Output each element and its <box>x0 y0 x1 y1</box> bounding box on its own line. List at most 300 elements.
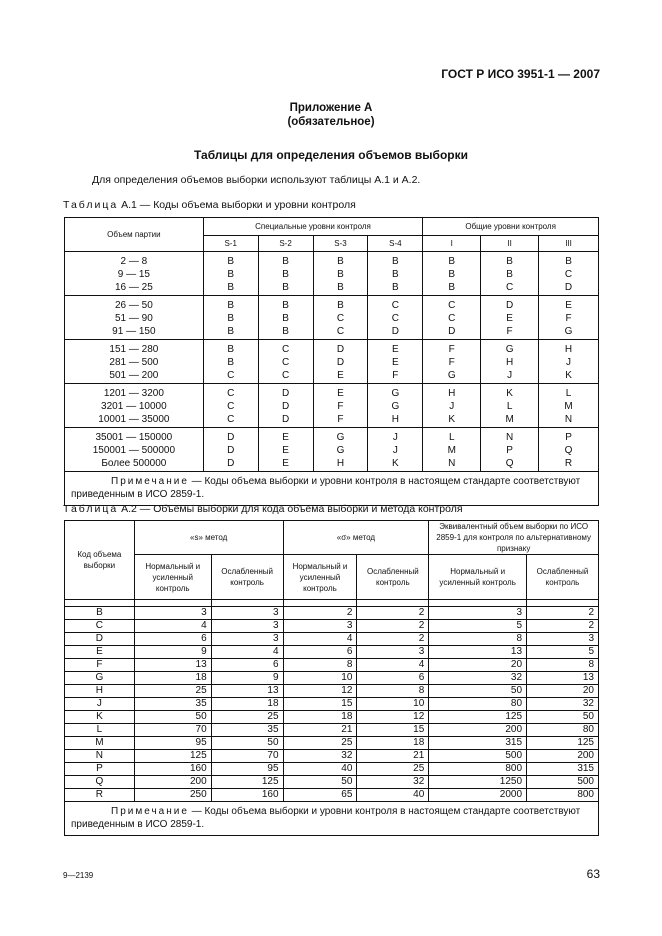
sample-size-code: D <box>227 458 235 469</box>
table1-code-cell <box>368 340 423 384</box>
sample-size-code: N <box>448 458 456 469</box>
table1-lot-size-cell <box>65 296 204 340</box>
sample-size-code: L <box>448 432 455 443</box>
table2-value-cell: 125 <box>134 750 211 763</box>
table1-code-cell <box>203 296 258 340</box>
sample-size-code: J <box>449 401 455 412</box>
table2-value-cell: 4 <box>211 646 283 659</box>
table2-row <box>65 659 599 672</box>
sample-size-code: H <box>505 357 514 368</box>
table2-value-cell: 32 <box>527 698 599 711</box>
sample-size-code: N <box>564 414 573 425</box>
table2-row <box>65 724 599 737</box>
sample-size-code: C <box>391 313 399 324</box>
table2-subheader-s-normal: Нормальный и усиленный контроль <box>134 555 211 600</box>
table1-code-cell <box>313 296 368 340</box>
table2-value-cell: 3 <box>211 633 283 646</box>
table2-row <box>65 620 599 633</box>
sample-size-code: G <box>336 432 345 443</box>
table2-row <box>65 633 599 646</box>
table2-value-cell: 160 <box>211 789 283 802</box>
table2-value-cell: 8 <box>357 685 429 698</box>
table1-code-cell <box>368 252 423 296</box>
table1-row-group <box>65 296 599 340</box>
table2-value-cell: 25 <box>211 711 283 724</box>
table2-value-cell: 9 <box>211 672 283 685</box>
table2-value-cell: 13 <box>429 646 527 659</box>
table1-code-cell <box>368 428 423 472</box>
table1-code-cell <box>258 252 313 296</box>
sample-size-code: L <box>506 401 513 412</box>
sample-size-code: C <box>227 388 235 399</box>
sample-size-code: C <box>564 269 573 280</box>
table2-value-cell: 12 <box>357 711 429 724</box>
table1-code-cell <box>481 384 539 428</box>
table1-lot-size-cell <box>65 340 204 384</box>
table2-value-cell: 2000 <box>429 789 527 802</box>
sample-size-code: F <box>448 357 455 368</box>
sample-size-code: E <box>565 300 572 311</box>
table2-header-attribute-equivalent: Эквивалентный объем выборки по ИСО 2859-1 для контроля по альтернативному признаку <box>429 521 599 555</box>
table2-value-cell: 10 <box>283 672 357 685</box>
sample-size-code: C <box>227 370 235 381</box>
sample-size-code: B <box>448 256 456 267</box>
table1-code-cell <box>368 384 423 428</box>
table2-value-cell: 70 <box>211 750 283 763</box>
table2-value-cell: 50 <box>211 737 283 750</box>
table2-value-cell: 2 <box>527 607 599 620</box>
table2-value-cell: 35 <box>134 698 211 711</box>
table1-header-general-levels: Общие уровни контроля <box>423 218 599 236</box>
table2-value-cell: 6 <box>211 659 283 672</box>
table2-code-cell: L <box>65 724 135 737</box>
table1-code-cell <box>423 296 481 340</box>
table1-level-header: S-2 <box>258 236 313 252</box>
table2-value-cell: 12 <box>283 685 357 698</box>
table1-row-group <box>65 428 599 472</box>
table1-code-cell <box>313 384 368 428</box>
lot-size-value: 150001 — 500000 <box>92 445 176 456</box>
table1-code-cell <box>539 252 599 296</box>
table2-value-cell: 2 <box>527 620 599 633</box>
sample-size-code: D <box>227 445 235 456</box>
table2-value-cell: 5 <box>429 620 527 633</box>
table2-subheader-attr-reduced: Ослабленный контроль <box>527 555 599 600</box>
sample-size-code: G <box>336 445 345 456</box>
table2-subheader-sigma-reduced: Ослабленный контроль <box>357 555 429 600</box>
table1-lot-size-cell <box>65 384 204 428</box>
table2-value-cell: 3 <box>429 607 527 620</box>
table2-value-cell: 6 <box>134 633 211 646</box>
sample-size-code: B <box>337 256 344 267</box>
table2-value-cell: 13 <box>527 672 599 685</box>
lot-size-value: Более 500000 <box>101 458 167 469</box>
table1-row-group <box>65 384 599 428</box>
table2-value-cell: 3 <box>134 607 211 620</box>
table1-code-cell <box>258 428 313 472</box>
table1-level-header: II <box>481 236 539 252</box>
table2-value-cell: 40 <box>283 763 357 776</box>
sample-size-code: C <box>227 401 235 412</box>
table2-value-cell: 18 <box>357 737 429 750</box>
sample-size-code: F <box>337 401 344 412</box>
table1-note-word: Примечание <box>111 476 189 487</box>
table1-code-cell <box>203 252 258 296</box>
table2-subheader-sigma-normal: Нормальный и усиленный контроль <box>283 555 357 600</box>
table1-level-header: I <box>423 236 481 252</box>
sample-size-code: B <box>227 313 235 324</box>
table2-value-cell: 3 <box>283 620 357 633</box>
table1-code-cell <box>423 428 481 472</box>
table2-value-cell: 15 <box>357 724 429 737</box>
print-code: 9—2139 <box>63 871 94 880</box>
sample-size-code: D <box>564 282 573 293</box>
table2-header-code: Код объема выборки <box>65 521 135 600</box>
table2-row <box>65 685 599 698</box>
table1-sample-size-codes <box>64 217 599 506</box>
table2-code-cell: B <box>65 607 135 620</box>
sample-size-code: G <box>391 401 400 412</box>
table1-row-group <box>65 340 599 384</box>
table2-value-cell: 2 <box>357 607 429 620</box>
table1-level-header: S-4 <box>368 236 423 252</box>
table2-value-cell: 25 <box>283 737 357 750</box>
intro-paragraph: Для определения объемов выборки используют таблицы А.1 и А.2. <box>92 174 421 186</box>
table1-code-cell <box>423 252 481 296</box>
table2-value-cell: 25 <box>134 685 211 698</box>
table2-code-cell: D <box>65 633 135 646</box>
sample-size-code: G <box>447 370 456 381</box>
table2-value-cell: 80 <box>429 698 527 711</box>
table2-code-cell: G <box>65 672 135 685</box>
sample-size-code: F <box>392 370 399 381</box>
sample-size-code: L <box>565 388 572 399</box>
table2-value-cell: 125 <box>211 776 283 789</box>
table1-level-header: S-3 <box>313 236 368 252</box>
page-number: 63 <box>586 867 600 881</box>
lot-size-value: 9 — 15 <box>117 269 150 280</box>
table1-code-cell <box>258 340 313 384</box>
sample-size-code: B <box>282 326 289 337</box>
table2-value-cell: 50 <box>134 711 211 724</box>
table2-caption-text: А.2 — Объемы выборки для кода объема выборки и метода контроля <box>121 503 463 515</box>
table2-value-cell: 800 <box>527 789 599 802</box>
appendix-heading: Таблицы для определения объемов выборки <box>193 148 468 162</box>
table2-value-cell: 2 <box>357 633 429 646</box>
table1-code-cell <box>313 340 368 384</box>
sample-size-code: P <box>506 445 513 456</box>
sample-size-code: B <box>227 269 235 280</box>
lot-size-value: 2 — 8 <box>120 256 148 267</box>
table2-value-cell: 20 <box>429 659 527 672</box>
table2-value-cell: 6 <box>357 672 429 685</box>
sample-size-code: D <box>505 300 514 311</box>
sample-size-code: C <box>448 300 456 311</box>
lot-size-value: 1201 — 3200 <box>103 388 164 399</box>
table2-code-cell: F <box>65 659 135 672</box>
table2-value-cell: 40 <box>357 789 429 802</box>
table1-code-cell <box>203 384 258 428</box>
sample-size-code: G <box>391 388 400 399</box>
sample-size-code: P <box>565 432 572 443</box>
sample-size-code: F <box>506 326 513 337</box>
sample-size-code: B <box>282 269 289 280</box>
lot-size-value: 91 — 150 <box>112 326 156 337</box>
table2-value-cell: 2 <box>357 620 429 633</box>
sample-size-code: B <box>565 256 572 267</box>
table2-value-cell: 95 <box>211 763 283 776</box>
table2-code-cell: C <box>65 620 135 633</box>
sample-size-code: B <box>227 326 235 337</box>
table1-lot-size-cell <box>65 252 204 296</box>
sample-size-code: D <box>336 344 345 355</box>
table2-value-cell: 15 <box>283 698 357 711</box>
sample-size-code: J <box>392 432 398 443</box>
table2-row <box>65 646 599 659</box>
table2-value-cell: 315 <box>527 763 599 776</box>
sample-size-code: B <box>227 256 235 267</box>
lot-size-value: 151 — 280 <box>109 344 159 355</box>
table2-value-cell: 800 <box>429 763 527 776</box>
table2-code-cell: Q <box>65 776 135 789</box>
sample-size-code: B <box>448 282 456 293</box>
table1-header-lot-size: Объем партии <box>65 218 204 252</box>
table2-code-cell: K <box>65 711 135 724</box>
sample-size-code: C <box>281 344 290 355</box>
table1-code-cell <box>368 296 423 340</box>
sample-size-code: C <box>336 326 345 337</box>
sample-size-code: C <box>227 414 235 425</box>
table1-code-cell <box>539 384 599 428</box>
table1-code-cell <box>258 296 313 340</box>
sample-size-code: B <box>282 300 289 311</box>
table2-value-cell: 200 <box>527 750 599 763</box>
table2-row <box>65 672 599 685</box>
sample-size-code: G <box>564 326 573 337</box>
sample-size-code: Q <box>505 458 514 469</box>
table2-value-cell: 4 <box>357 659 429 672</box>
table2-note <box>65 802 599 836</box>
table2-code-cell: M <box>65 737 135 750</box>
table2-code-cell: E <box>65 646 135 659</box>
table2-row <box>65 607 599 620</box>
table2-row <box>65 698 599 711</box>
table2-caption-word: Таблица <box>63 503 119 515</box>
sample-size-code: H <box>564 344 573 355</box>
table2-value-cell: 32 <box>283 750 357 763</box>
table2-code-cell: R <box>65 789 135 802</box>
table1-code-cell <box>203 428 258 472</box>
table2-header-sigma-method: «σ» метод <box>283 521 429 555</box>
table2-value-cell: 3 <box>211 620 283 633</box>
sample-size-code: N <box>505 432 514 443</box>
lot-size-value: 16 — 25 <box>114 282 153 293</box>
table2-header-s-method: «s» метод <box>134 521 283 555</box>
sample-size-code: E <box>392 344 399 355</box>
lot-size-value: 35001 — 150000 <box>95 432 173 443</box>
table2-value-cell: 500 <box>527 776 599 789</box>
sample-size-code: K <box>506 388 513 399</box>
sample-size-code: E <box>282 458 289 469</box>
table2-note-word: Примечание <box>111 806 189 817</box>
sample-size-code: C <box>281 357 290 368</box>
sample-size-code: B <box>227 357 235 368</box>
sample-size-code: D <box>281 414 290 425</box>
table1-header-special-levels: Специальные уровни контроля <box>203 218 423 236</box>
table2-value-cell: 50 <box>527 711 599 724</box>
table2-value-cell: 18 <box>134 672 211 685</box>
sample-size-code: E <box>282 445 289 456</box>
sample-size-code: E <box>392 357 399 368</box>
table2-value-cell: 8 <box>429 633 527 646</box>
sample-size-code: C <box>336 313 345 324</box>
sample-size-code: H <box>336 458 345 469</box>
table2-value-cell: 25 <box>357 763 429 776</box>
table1-code-cell <box>423 340 481 384</box>
sample-size-code: B <box>282 313 289 324</box>
sample-size-code: B <box>448 269 456 280</box>
document-code: ГОСТ Р ИСО 3951-1 — 2007 <box>441 67 600 81</box>
table1-code-cell <box>539 428 599 472</box>
table2-value-cell: 18 <box>211 698 283 711</box>
sample-size-code: E <box>337 370 344 381</box>
sample-size-code: K <box>565 370 572 381</box>
table2-value-cell: 13 <box>134 659 211 672</box>
sample-size-code: R <box>564 458 573 469</box>
sample-size-code: B <box>227 282 235 293</box>
sample-size-code: B <box>392 256 399 267</box>
table1-code-cell <box>258 384 313 428</box>
table2-subheader-attr-normal: Нормальный и усиленный контроль <box>429 555 527 600</box>
table2-value-cell: 3 <box>527 633 599 646</box>
table1-row-group <box>65 252 599 296</box>
table2-value-cell: 3 <box>357 646 429 659</box>
table1-code-cell <box>481 340 539 384</box>
table2-value-cell: 125 <box>527 737 599 750</box>
sample-size-code: M <box>447 445 456 456</box>
sample-size-code: B <box>282 282 289 293</box>
table2-row <box>65 776 599 789</box>
table1-caption <box>63 199 356 211</box>
table1-code-cell <box>203 340 258 384</box>
table2-value-cell: 95 <box>134 737 211 750</box>
sample-size-code: B <box>227 344 235 355</box>
lot-size-value: 51 — 90 <box>114 313 153 324</box>
table1-caption-word: Таблица <box>63 199 119 211</box>
sample-size-code: E <box>282 432 289 443</box>
table2-value-cell: 13 <box>211 685 283 698</box>
table1-level-header: III <box>539 236 599 252</box>
sample-size-code: Q <box>564 445 573 456</box>
sample-size-code: D <box>336 357 345 368</box>
sample-size-code: J <box>566 357 572 368</box>
table2-value-cell: 10 <box>357 698 429 711</box>
sample-size-code: D <box>391 326 399 337</box>
table1-code-cell <box>313 428 368 472</box>
sample-size-code: K <box>448 414 456 425</box>
table1-note-text: — Коды объема выборки и уровни контроля в настоящем стандарте соответствуют приведенным в ИСО 2859-1. <box>71 476 581 500</box>
table2-row <box>65 711 599 724</box>
table2-value-cell: 2 <box>283 607 357 620</box>
table2-sample-sizes <box>64 520 599 836</box>
sample-size-code: C <box>505 282 514 293</box>
sample-size-code: C <box>281 370 290 381</box>
table2-code-cell: P <box>65 763 135 776</box>
table2-value-cell: 21 <box>357 750 429 763</box>
lot-size-value: 281 — 500 <box>109 357 159 368</box>
table1-level-header: S-1 <box>203 236 258 252</box>
table2-value-cell: 6 <box>283 646 357 659</box>
lot-size-value: 10001 — 35000 <box>98 414 170 425</box>
sample-size-code: B <box>392 282 399 293</box>
appendix-subtitle: (обязательное) <box>287 116 375 128</box>
table2-caption <box>63 503 463 515</box>
sample-size-code: E <box>337 388 344 399</box>
table2-value-cell: 70 <box>134 724 211 737</box>
table1-lot-size-cell <box>65 428 204 472</box>
table2-value-cell: 50 <box>283 776 357 789</box>
table2-value-cell: 65 <box>283 789 357 802</box>
sample-size-code: C <box>391 300 399 311</box>
table2-value-cell: 250 <box>134 789 211 802</box>
sample-size-code: B <box>282 256 289 267</box>
sample-size-code: D <box>227 432 235 443</box>
table2-value-cell: 32 <box>429 672 527 685</box>
sample-size-code: F <box>565 313 572 324</box>
table2-value-cell: 3 <box>211 607 283 620</box>
appendix-title: Приложение А <box>289 102 373 114</box>
table2-value-cell: 8 <box>527 659 599 672</box>
sample-size-code: B <box>506 269 513 280</box>
sample-size-code: H <box>448 388 456 399</box>
table1-code-cell <box>423 384 481 428</box>
sample-size-code: B <box>337 269 344 280</box>
lot-size-value: 3201 — 10000 <box>101 401 167 412</box>
sample-size-code: D <box>281 388 290 399</box>
sample-size-code: J <box>392 445 398 456</box>
table2-value-cell: 35 <box>211 724 283 737</box>
table2-value-cell: 18 <box>283 711 357 724</box>
table2-value-cell: 50 <box>429 685 527 698</box>
table2-value-cell: 5 <box>527 646 599 659</box>
table1-code-cell <box>313 252 368 296</box>
table1-code-cell <box>539 340 599 384</box>
table2-value-cell: 8 <box>283 659 357 672</box>
table2-value-cell: 9 <box>134 646 211 659</box>
table2-value-cell: 80 <box>527 724 599 737</box>
table2-row <box>65 789 599 802</box>
table2-value-cell: 500 <box>429 750 527 763</box>
table1-note <box>65 472 599 506</box>
sample-size-code: H <box>391 414 399 425</box>
table2-code-cell: J <box>65 698 135 711</box>
table1-code-cell <box>481 296 539 340</box>
table2-value-cell: 125 <box>429 711 527 724</box>
table2-row <box>65 750 599 763</box>
table1-code-cell <box>481 428 539 472</box>
sample-size-code: M <box>564 401 573 412</box>
table2-value-cell: 1250 <box>429 776 527 789</box>
sample-size-code: B <box>506 256 513 267</box>
table2-row <box>65 763 599 776</box>
sample-size-code: D <box>448 326 456 337</box>
table2-code-cell: H <box>65 685 135 698</box>
table2-value-cell: 4 <box>134 620 211 633</box>
table2-value-cell: 160 <box>134 763 211 776</box>
table2-value-cell: 20 <box>527 685 599 698</box>
table2-code-cell: N <box>65 750 135 763</box>
lot-size-value: 501 — 200 <box>109 370 159 381</box>
